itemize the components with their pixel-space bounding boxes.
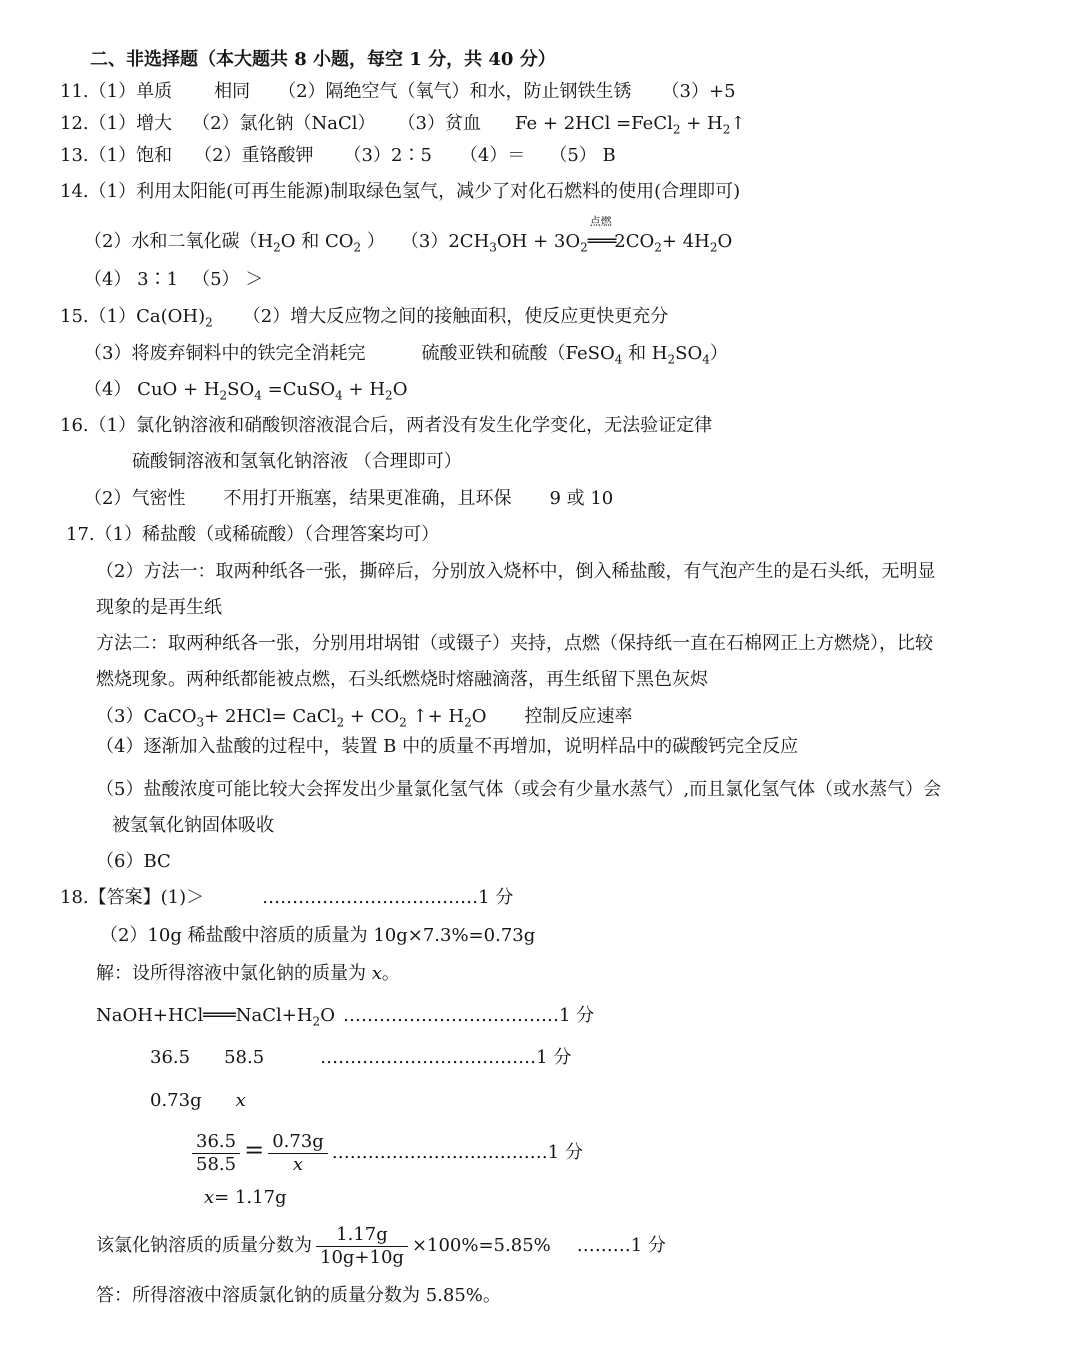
q18-mass-x: x: [235, 1090, 246, 1111]
q18-line-1: [60, 886, 513, 910]
q12-equation: Fe + 2HCl =FeCl$_2$ + $H_2↑$: [515, 113, 746, 137]
q17-answer-1: （1）稀盐酸（或稀硫酸）（合理答案均可）: [94, 524, 440, 545]
q18-score-1: ………………………………1 分: [262, 887, 514, 908]
q18-score-2: ………………………………1 分: [342, 1005, 595, 1026]
q18-mass-hcl: 0.73g: [150, 1090, 202, 1111]
q11-number: 11.: [60, 81, 89, 102]
q12-answer-1: （1）增大: [88, 113, 173, 134]
q18-molar-line: [150, 1046, 571, 1070]
q17-answer-3b: 控制反应速率: [524, 706, 633, 727]
q18-equals-sign: =: [244, 1136, 265, 1164]
q17-answer-2-line-2: 现象的是再生纸: [96, 597, 222, 618]
q14-answer-1: （1）利用太阳能(可再生能源)制取绿色氢气，减少了对化石燃料的使用(合理即可): [88, 181, 741, 202]
q18-equation-line: [96, 1004, 594, 1028]
q14-line-3: [84, 268, 263, 292]
q16-number: 16.: [60, 415, 89, 436]
q18-percent-result: ×100%=5.85%: [411, 1235, 551, 1256]
q12-answer-2: （2）氯化钠（NaCl）: [192, 113, 376, 134]
q16-answer-1: （1）氯化钠溶液和硝酸钡溶液混合后，两者没有发生化学变化，无法验证定律: [88, 415, 713, 436]
q18-answer-1: (1)＞: [160, 887, 205, 908]
q12-number: 12.: [60, 113, 89, 134]
q18-mass-line: [150, 1089, 246, 1113]
q17-answer-5-line-1: （5）盐酸浓度可能比较大会挥发出少量氯化氢气体（或会有少量水蒸气）,而且氯化氢气体（或水蒸气）会: [96, 779, 942, 800]
q18-score-4: ………………………………1 分: [331, 1142, 583, 1163]
q15-line-1: [60, 305, 668, 329]
q15-answer-3: （3）将废弃铜料中的铁完全消耗完: [84, 343, 366, 364]
q16-line-3: [84, 487, 613, 511]
q18-percent-line: [96, 1220, 666, 1272]
q18-x-result: x= 1.17g: [204, 1187, 287, 1208]
q16-line-1: [60, 414, 712, 438]
q11-line: [60, 80, 736, 104]
q15-line-2: [84, 342, 728, 366]
q18-molar-nacl: 58.5: [224, 1047, 265, 1068]
q15-number: 15.: [60, 306, 89, 327]
q13-answer-1: （1）饱和: [88, 145, 173, 166]
q15-answer-4: （4） CuO + $H_2SO_4$ =CuSO$_4$ + $H_2O$: [84, 379, 408, 403]
q15-answer-1: $(1)Ca(OH)_2$: [88, 306, 213, 330]
q18-solution-intro: 解：设所得溶液中氯化钠的质量为 x。: [96, 963, 400, 984]
q18-fraction-2: $\frac{0.73g}{x}$: [268, 1131, 328, 1176]
q18-percent-label: 该氯化钠溶质的质量分数为: [96, 1235, 312, 1256]
q11-answer-1: （1）单质: [88, 81, 173, 102]
q18-fraction-1: $\frac{36.5}{58.5}$: [192, 1131, 240, 1176]
section-title: 二、非选择题（本大题共 8 小题，每空 1 分，共 40 分）: [90, 49, 556, 70]
q15-answer-2: （2）增大反应物之间的接触面积，使反应更快更充分: [242, 306, 669, 327]
q17-number: 17.: [66, 524, 95, 545]
q18-score-3: ………………………………1 分: [320, 1047, 572, 1068]
q17-line-1: [66, 523, 439, 547]
q14-answer-3: $(3)2CH_3OH + 3O_2$ 点燃 $═══2CO_2+ 4H_2O$: [400, 215, 733, 255]
q13-answer-2: （2）重铬酸钾: [194, 145, 314, 166]
q11-answer-2: （2）隔绝空气（氧气）和水，防止钢铁生锈: [278, 81, 632, 102]
q18-answer-2: （2）10g 稀盐酸中溶质的质量为 10g×7.3%=0.73g: [100, 925, 536, 946]
q16-answer-2b: 不用打开瓶塞，结果更准确，且环保: [223, 488, 512, 509]
q14-number: 14.: [60, 181, 89, 202]
q14-line-1: [60, 180, 740, 204]
q16-answer-2: （2）气密性: [84, 488, 186, 509]
q18-score-5: ………1 分: [576, 1235, 666, 1256]
q17-answer-4: （4）逐渐加入盐酸的过程中，装置 B 中的质量不再增加，说明样品中的碳酸钙完全反应: [96, 736, 799, 757]
q14-line-2: [84, 215, 733, 255]
q17-answer-5-line-2: 被氢氧化钠固体吸收: [112, 815, 274, 836]
q17-answer-2-line-4: 燃烧现象。两种纸都能被点燃，石头纸燃烧时熔融滴落，再生纸留下黑色灰烬: [96, 669, 708, 690]
q16-answer-1b: 硫酸铜溶液和氢氧化钠溶液 （合理即可）: [132, 451, 462, 472]
q14-answer-2: （2）水和二氧化碳（$H_2O$ 和 $CO_2$ ）: [84, 231, 385, 255]
q13-line: [60, 144, 616, 168]
q18-answer-tag: 【答案】: [88, 887, 161, 908]
q13-answer-4: （4）＝: [459, 145, 526, 166]
q17-line-3: [96, 705, 633, 729]
q12-line: [60, 112, 745, 136]
q18-percent-fraction: $\frac{1.17g}{10g+10g}$: [316, 1224, 408, 1269]
q13-answer-5: （5） B: [549, 145, 616, 166]
q13-answer-3: （3）2∶5: [343, 145, 432, 166]
q13-number: 13.: [60, 145, 89, 166]
q17-answer-6: （6）BC: [96, 851, 171, 872]
q14-answer-4: （4） 3∶1: [84, 269, 179, 290]
q14-answer-5: （5） ＞: [192, 269, 264, 290]
q15-answer-3b: 硫酸亚铁和硫酸（FeSO$_4$ 和 $H_2SO_4$）: [421, 343, 728, 367]
q17-answer-3: （3）CaCO$_3$+ 2HCl= CaCl$_2$ + $CO_2$ ↑+ $H_2O$: [96, 706, 487, 730]
q18-molar-hcl: 36.5: [150, 1047, 191, 1068]
q16-answer-2c: 9 或 10: [549, 488, 614, 509]
reaction-condition: 点燃 ═══: [587, 215, 615, 252]
q12-answer-3: （3）贫血: [397, 113, 482, 134]
q17-answer-2-line-3: 方法二：取两种纸各一张，分别用坩埚钳（或镊子）夹持，点燃（保持纸一直在石棉网正上方燃烧），比较: [96, 633, 933, 654]
q15-line-3: [84, 378, 407, 402]
q11-answer-3: （3）+5: [661, 81, 736, 102]
q18-equation: $NaOH+HCl═══NaCl+H_2O$: [96, 1005, 335, 1029]
q11-answer-1b: 相同: [214, 81, 251, 102]
q17-answer-2-line-1: （2）方法一：取两种纸各一张，撕碎后，分别放入烧杯中，倒入稀盐酸，有气泡产生的是石头纸，无明显: [96, 561, 936, 582]
q18-final-answer: 答：所得溶液中溶质氯化钠的质量分数为 5.85%。: [96, 1285, 501, 1306]
q18-number: 18.: [60, 887, 89, 908]
q18-proportion-line: [188, 1124, 583, 1179]
